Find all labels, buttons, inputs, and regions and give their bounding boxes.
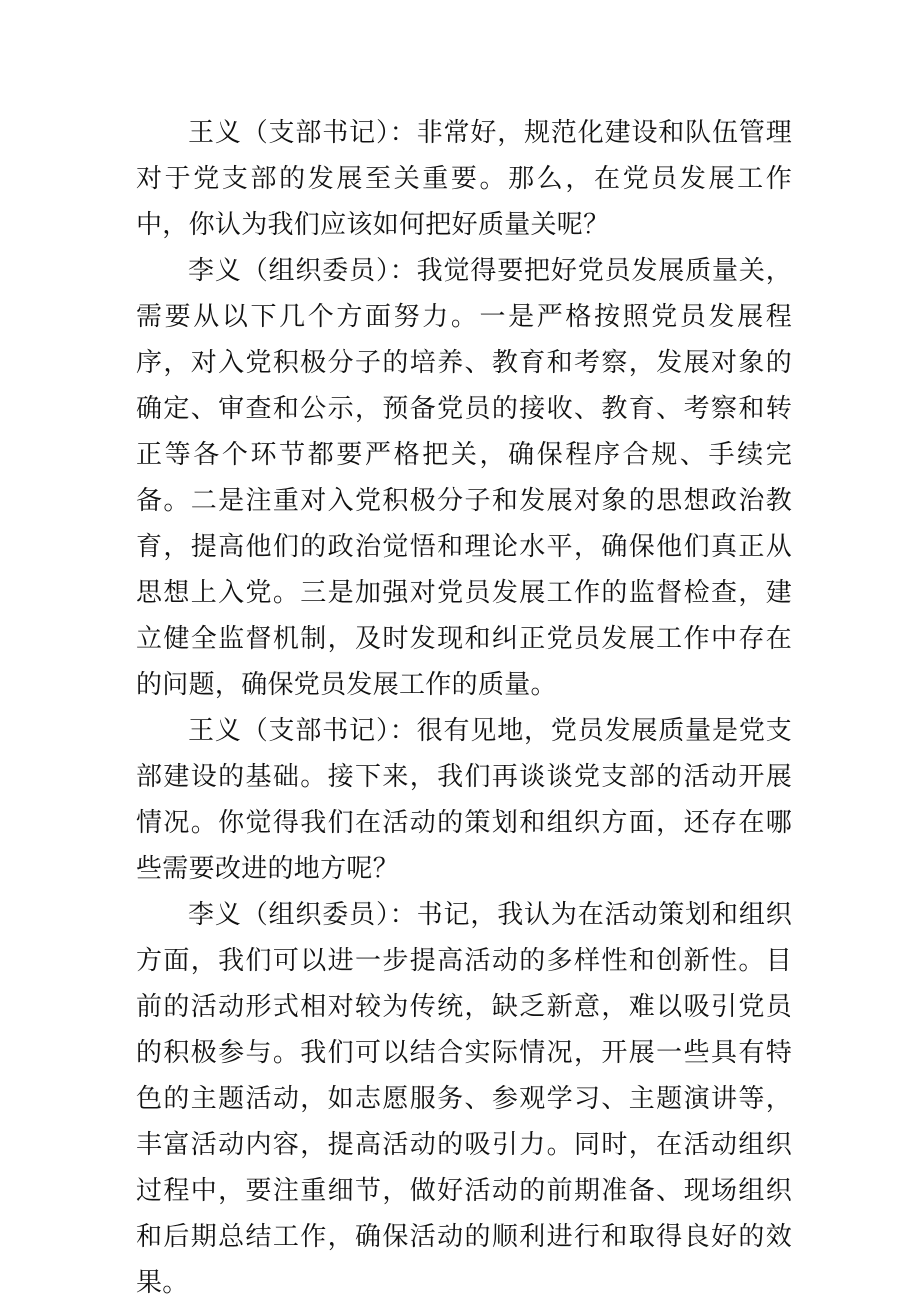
paragraph-committee-answer-1: 李义（组织委员）：我觉得要把好党员发展质量关，需要从以下几个方面努力。一是严格按照党员发展程序，对入党积极分子的培养、教育和考察，发展对象的确定、审查和公示，预备党员的接收、教育、考察和转正等各个环节都要严格把关，确保程序合规、手续完备。二是注重对入党积极分子和发展对象的思想政治教育，提高他们的政治觉悟和理论水平，确保他们真正从思想上入党。三是加强对党员发展工作的监督检查，建立健全监督机制，及时发现和纠正党员发展工作中存在的问题，确保党员发展工作的质量。 (136, 256, 792, 700)
paragraph-committee-answer-2: 李义（组织委员）：书记，我认为在活动策划和组织方面，我们可以进一步提高活动的多样性和创新性。目前的活动形式相对较为传统，缺乏新意，难以吸引党员的积极参与。我们可以结合实际情况，开展一些具有特色的主题活动，如志愿服务、参观学习、主题演讲等，丰富活动内容，提高活动的吸引力。同时，在活动组织过程中，要注重细节，做好活动的前期准备、现场组织和后期总结工作，确保活动的顺利进行和取得良好的效果。 (136, 900, 792, 1298)
paragraph-secretary-question-2: 王义（支部书记）：很有见地，党员发展质量是党支部建设的基础。接下来，我们再谈谈党支部的活动开展情况。你觉得我们在活动的策划和组织方面，还存在哪些需要改进的地方呢？ (136, 716, 792, 884)
paragraph-secretary-question-1: 王义（支部书记）：非常好，规范化建设和队伍管理对于党支部的发展至关重要。那么，在党员发展工作中，你认为我们应该如何把好质量关呢？ (136, 118, 792, 240)
